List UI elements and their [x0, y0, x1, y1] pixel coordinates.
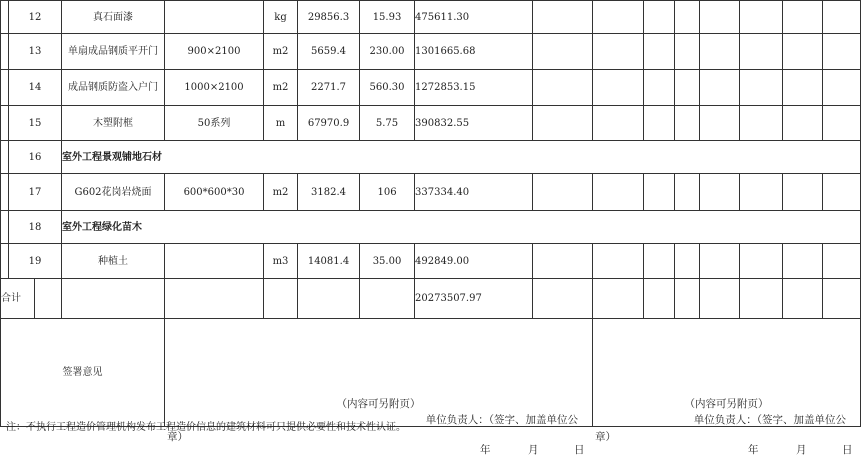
empty-cell	[644, 70, 675, 106]
amount: 390832.55	[415, 106, 533, 141]
total-label: 合计	[1, 279, 35, 319]
empty-cell	[533, 106, 593, 141]
empty-cell	[740, 70, 783, 106]
table-row	[1, 34, 861, 70]
unit: kg	[264, 1, 298, 34]
empty-cell	[644, 174, 675, 211]
empty-cell	[675, 174, 700, 211]
amount: 492849.00	[415, 244, 533, 279]
empty-cell	[700, 174, 740, 211]
table-row	[1, 244, 861, 279]
row-number: 16	[9, 141, 62, 174]
specification	[165, 1, 264, 34]
empty-cell	[593, 174, 644, 211]
edge-cell	[1, 174, 9, 211]
signature-row	[1, 319, 861, 427]
unit-price: 15.93	[360, 1, 415, 34]
table-row	[1, 1, 861, 34]
empty-cell	[593, 70, 644, 106]
material-name: G602花岗岩烧面	[62, 174, 165, 211]
material-name: 成品钢质防盗入户门	[62, 70, 165, 106]
empty-cell	[644, 279, 675, 319]
empty-cell	[783, 279, 823, 319]
date-line	[748, 445, 860, 456]
empty-cell	[644, 34, 675, 70]
empty-cell	[675, 70, 700, 106]
empty-cell	[700, 70, 740, 106]
quantity: 2271.7	[298, 70, 360, 106]
row-number: 18	[9, 211, 62, 244]
attach-note: （内容可另附页）	[165, 399, 592, 411]
unit: m3	[264, 244, 298, 279]
empty-cell	[783, 70, 823, 106]
edge-cell	[1, 141, 9, 174]
month-label: 月	[796, 445, 842, 456]
empty-cell	[533, 1, 593, 34]
material-name: 种植土	[62, 244, 165, 279]
empty-cell	[700, 244, 740, 279]
empty-cell	[740, 34, 783, 70]
quantity: 29856.3	[298, 1, 360, 34]
table-row	[1, 106, 861, 141]
empty-cell	[700, 1, 740, 34]
row-number: 19	[9, 244, 62, 279]
empty-cell	[740, 244, 783, 279]
empty-cell	[740, 174, 783, 211]
specification: 900×2100	[165, 34, 264, 70]
empty-cell	[62, 279, 165, 319]
edge-cell	[1, 34, 9, 70]
month-label: 月	[528, 445, 574, 456]
material-name: 真石面漆	[62, 1, 165, 34]
empty-cell	[823, 70, 861, 106]
specification: 600*600*30	[165, 174, 264, 211]
empty-cell	[700, 106, 740, 141]
empty-cell	[593, 279, 644, 319]
total-row	[1, 279, 861, 319]
empty-cell	[593, 34, 644, 70]
empty-cell	[823, 106, 861, 141]
empty-cell	[783, 244, 823, 279]
empty-cell	[783, 174, 823, 211]
signature-title: 签署意见	[1, 319, 165, 427]
edge-cell	[1, 244, 9, 279]
quantity: 14081.4	[298, 244, 360, 279]
unit: m	[264, 106, 298, 141]
empty-cell	[700, 279, 740, 319]
unit-price: 5.75	[360, 106, 415, 141]
row-number: 13	[9, 34, 62, 70]
unit-price: 35.00	[360, 244, 415, 279]
empty-cell	[533, 244, 593, 279]
row-number: 14	[9, 70, 62, 106]
unit: m2	[264, 70, 298, 106]
empty-cell	[783, 1, 823, 34]
total-amount: 20273507.97	[415, 279, 533, 319]
section-title: 室外工程景观铺地石材	[62, 141, 861, 174]
unit-price: 560.30	[360, 70, 415, 106]
signature-block-blockB	[593, 319, 861, 427]
edge-cell	[1, 70, 9, 106]
amount: 1272853.15	[415, 70, 533, 106]
specification: 50系列	[165, 106, 264, 141]
empty-cell	[593, 106, 644, 141]
empty-cell	[675, 1, 700, 34]
empty-cell	[298, 279, 360, 319]
quantity: 67970.9	[298, 106, 360, 141]
empty-cell	[264, 279, 298, 319]
day-label: 日	[842, 445, 860, 456]
specification: 1000×2100	[165, 70, 264, 106]
year-label: 年	[748, 445, 796, 456]
edge-cell	[1, 211, 9, 244]
year-label: 年	[480, 445, 528, 456]
unit: m2	[264, 174, 298, 211]
empty-cell	[675, 244, 700, 279]
empty-cell	[533, 279, 593, 319]
empty-cell	[740, 106, 783, 141]
empty-cell	[644, 106, 675, 141]
empty-cell	[823, 174, 861, 211]
empty-cell	[593, 1, 644, 34]
amount: 475611.30	[415, 1, 533, 34]
seal-line: 章）	[167, 432, 188, 444]
empty-cell	[823, 1, 861, 34]
material-name: 单扇成品钢质平开门	[62, 34, 165, 70]
amount: 1301665.68	[415, 34, 533, 70]
empty-cell	[165, 279, 264, 319]
empty-cell	[593, 244, 644, 279]
unit-price: 230.00	[360, 34, 415, 70]
row-number: 15	[9, 106, 62, 141]
attach-note: （内容可另附页）	[593, 399, 860, 411]
footnote: 注：不执行工程造价管理机构发布工程造价信息的建筑材料可只提供必要性和技术性认证。	[6, 418, 406, 433]
empty-cell	[675, 279, 700, 319]
empty-cell	[533, 174, 593, 211]
row-number: 17	[9, 174, 62, 211]
amount: 337334.40	[415, 174, 533, 211]
edge-cell	[1, 106, 9, 141]
material-name: 木塑附框	[62, 106, 165, 141]
table-row	[1, 70, 861, 106]
empty-cell	[700, 34, 740, 70]
responsible-line: 单位负责人：（签字、加盖单位公	[426, 415, 578, 427]
unit-price: 106	[360, 174, 415, 211]
unit: m2	[264, 34, 298, 70]
section-title: 室外工程绿化苗木	[62, 211, 861, 244]
empty-cell	[823, 279, 861, 319]
empty-cell	[823, 244, 861, 279]
quantity: 3182.4	[298, 174, 360, 211]
empty-cell	[360, 279, 415, 319]
empty-cell	[740, 279, 783, 319]
seal-line: 章）	[595, 432, 616, 444]
empty-cell	[783, 34, 823, 70]
signature-block-blockA	[165, 319, 593, 427]
empty-cell	[644, 244, 675, 279]
table-row	[1, 211, 861, 244]
empty-cell	[644, 1, 675, 34]
row-number: 12	[9, 1, 62, 34]
empty-cell	[533, 70, 593, 106]
date-line	[480, 445, 592, 456]
table-row	[1, 174, 861, 211]
day-label: 日	[574, 445, 592, 456]
empty-cell	[823, 34, 861, 70]
edge-cell	[1, 1, 9, 34]
empty-cell	[35, 279, 62, 319]
responsible-line: 单位负责人：（签字、加盖单位公	[694, 415, 846, 427]
empty-cell	[675, 106, 700, 141]
specification	[165, 244, 264, 279]
empty-cell	[783, 106, 823, 141]
table-row	[1, 141, 861, 174]
quantity: 5659.4	[298, 34, 360, 70]
empty-cell	[740, 1, 783, 34]
empty-cell	[675, 34, 700, 70]
empty-cell	[533, 34, 593, 70]
